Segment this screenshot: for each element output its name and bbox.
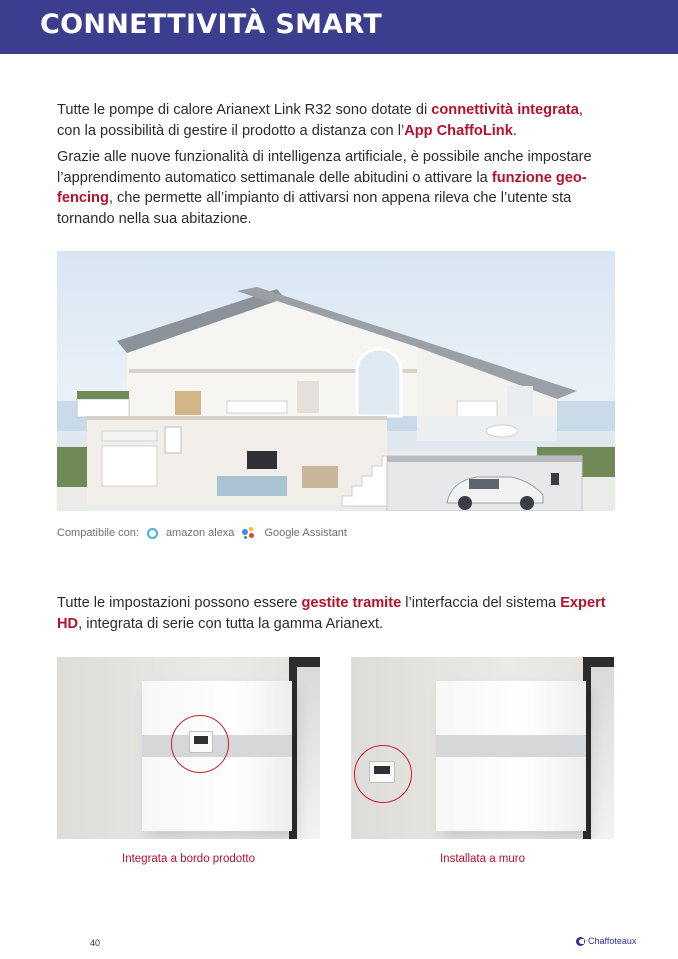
caption-wall: Installata a muro [439, 853, 525, 865]
page-title: CONNETTIVITÀ SMART [40, 9, 383, 40]
alexa-logo-icon [147, 528, 158, 539]
photo-integrated [57, 657, 320, 839]
photo-wall-mounted [351, 657, 614, 839]
google-assistant-icon [242, 527, 256, 539]
window-glass [297, 667, 320, 839]
page-number: 40 [90, 938, 101, 948]
intro-paragraph-2: Grazie alle nuove funzionalità di intelligenza artificiale, è possibile anche impostare l’apprendimento automatico settimanale delle abitudini o attivare la funzione geo- fencing, che permette all’impianto di attivarsi non appena rileva che l’utente sta tornando nella sua abitazione. [57, 149, 592, 227]
caption-integrated: Integrata a bordo prodotto [122, 853, 255, 865]
highlight-circle [171, 715, 229, 773]
unit-band [436, 735, 586, 757]
intro-paragraph-1: Tutte le pompe di calore Arianext Link R32 sono dotate di connettività integrata, con la possibilità di gestire il prodotto a distanza con l’App ChaffoLink. [57, 102, 583, 139]
compat-label: Compatibile con: [57, 527, 139, 539]
chaffoteaux-logo-icon [576, 937, 585, 946]
compatibility-row [57, 511, 615, 555]
google-assistant-label: Google Assistant [264, 527, 347, 539]
expert-paragraph: Tutte le impostazioni possono essere gestite tramite l’interfaccia del sistema Expert HD, integrata di serie con tutta la gamma Arianext. [57, 595, 606, 632]
house-drawing [57, 251, 615, 511]
highlight-circle [354, 745, 412, 803]
window-glass [591, 667, 614, 839]
brand-name: Chaffoteaux [588, 936, 637, 946]
page-header [0, 0, 678, 54]
house-illustration [57, 251, 615, 511]
brand-footer [576, 936, 636, 946]
alexa-label: amazon alexa [165, 527, 235, 539]
